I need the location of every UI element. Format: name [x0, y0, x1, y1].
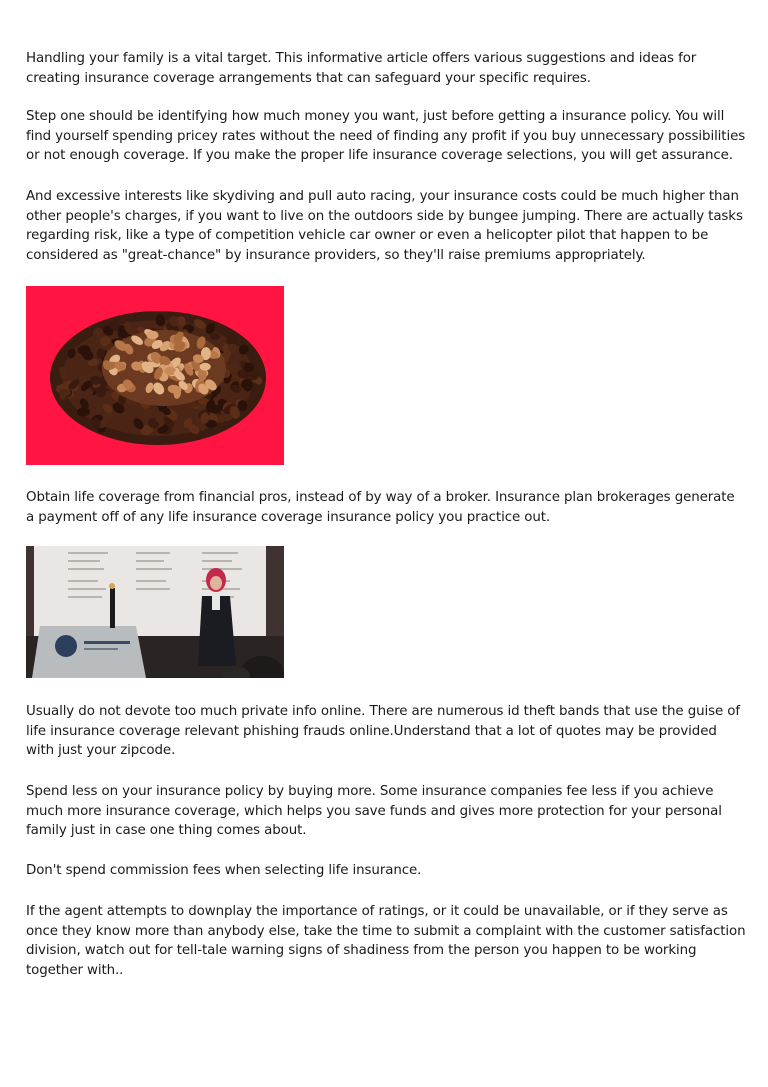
- coffee-beans-image: [26, 286, 284, 465]
- paragraph-1: Handling your family is a vital target. This informative article offers various suggestions and ideas for creating insurance coverage arrangements that can safeguard your specific requires.: [26, 51, 697, 86]
- paragraph-2: Step one should be identifying how much money you want, just before getting a insurance policy. You will find yourself spending pricey rates without the need of finding any profit if you buy unnecessary possibilities or not enough coverage. If you make the proper life insurance coverage selections, you will get assurance.: [26, 109, 746, 164]
- paragraph-3: And excessive interests like skydiving and pull auto racing, your insurance costs could be much higher than other people's charges, if you want to live on the outdoors side by bungee jumping. There are actually tasks regarding risk, like a type of competition vehicle car owner or even a helicopter pilot that happen to be considered as "great-chance" by insurance providers, so they'll raise premiums appropriately.: [26, 189, 743, 263]
- paragraph-8: If the agent attempts to downplay the importance of ratings, or it could be unavailable, or if they serve as once they know more than anybody else, take the time to submit a complaint with the customer satisfaction division, watch out for tell-tale warning signs of shadiness from the person you happen to be working together with..: [26, 904, 746, 978]
- paragraph-6: Spend less on your insurance policy by buying more. Some insurance companies fee less if you achieve much more insurance coverage, which helps you save funds and gives more protection for your personal family just in case one thing comes about.: [26, 784, 722, 839]
- paragraph-7: Don't spend commission fees when selecting life insurance.: [26, 863, 422, 878]
- paragraph-5: Usually do not devote too much private info online. There are numerous id theft bands that use the guise of life insurance coverage relevant phishing frauds online.Understand that a lot of quotes may be provided with just your zipcode.: [26, 704, 740, 759]
- paragraph-4: Obtain life coverage from financial pros, instead of by way of a broker. Insurance plan brokerages generate a payment off of any life insurance coverage insurance policy you practice out.: [26, 490, 735, 525]
- presentation-illustration: [26, 546, 284, 678]
- presentation-image: [26, 546, 284, 678]
- coffee-beans-illustration: [26, 286, 284, 465]
